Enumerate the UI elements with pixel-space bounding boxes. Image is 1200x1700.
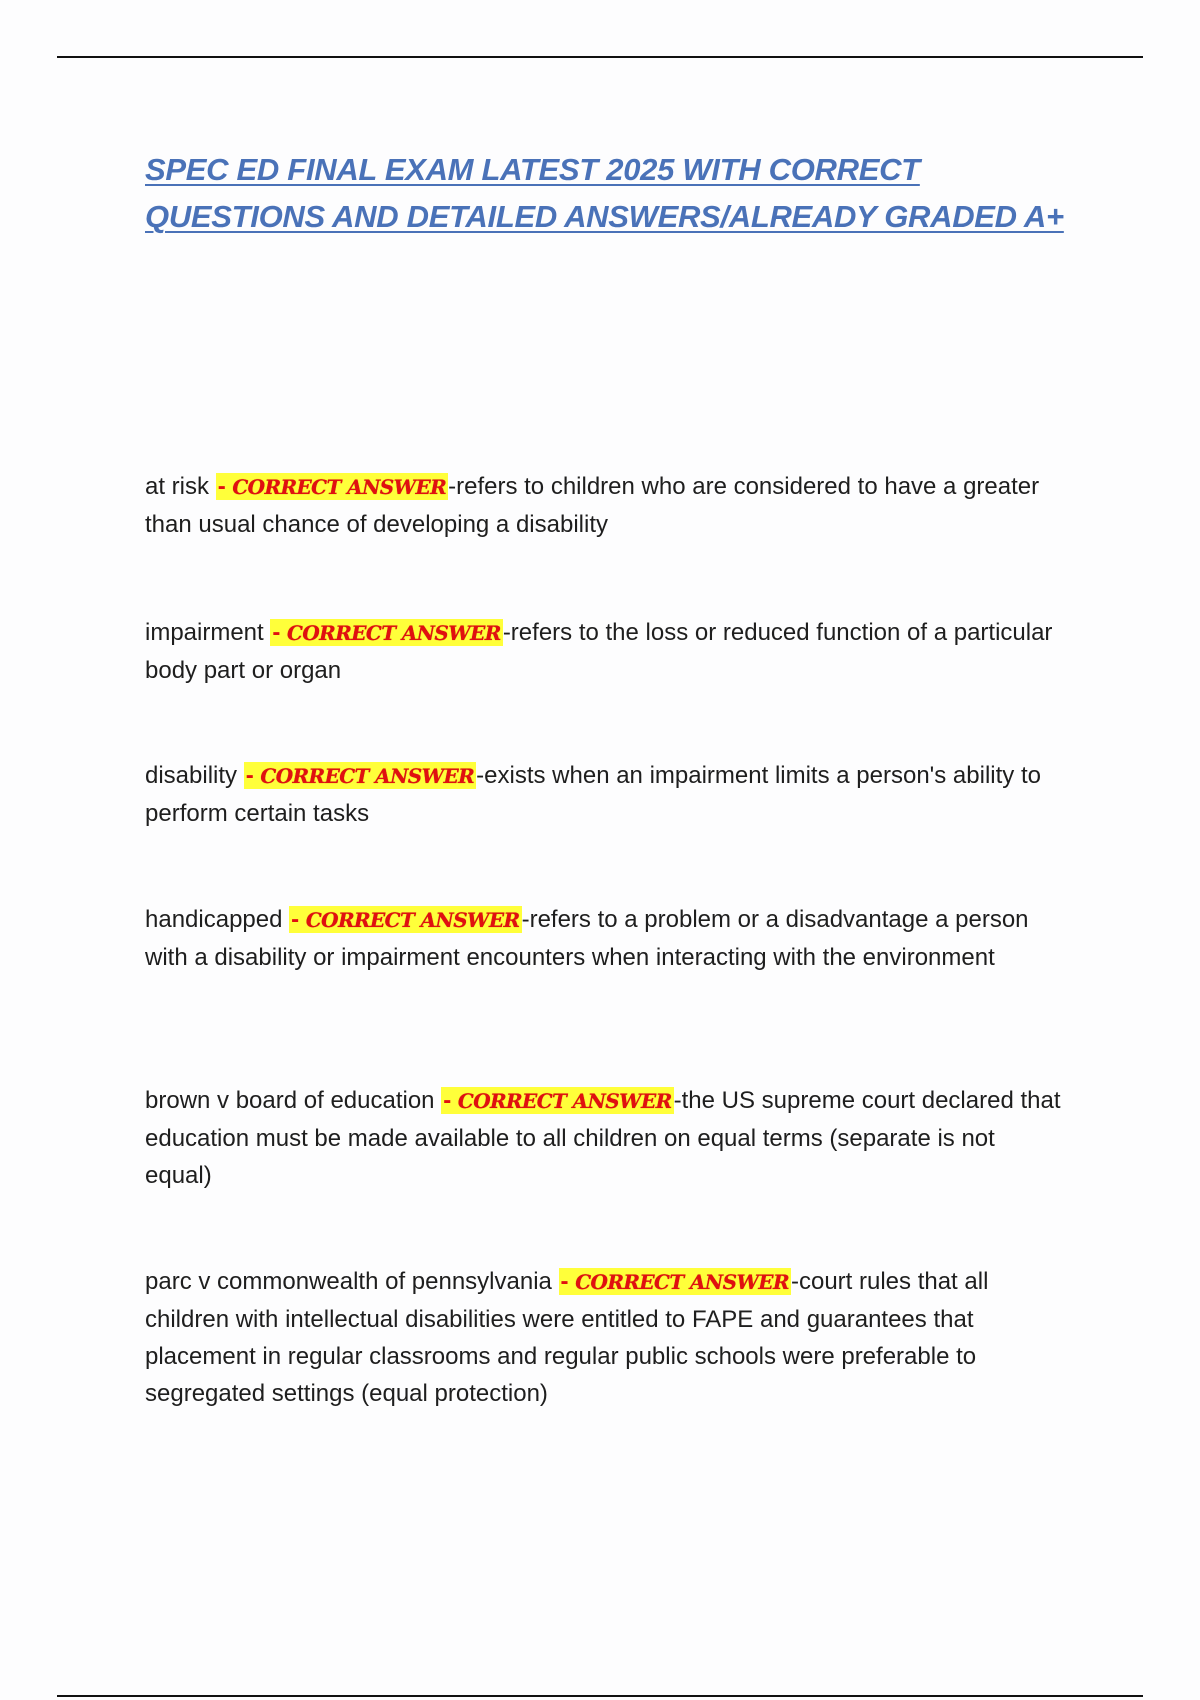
marker-dash: -	[291, 906, 306, 933]
marker-dash: -	[560, 1268, 576, 1295]
entry-definition: -the US supreme court declared that education must be made available to all children on equal terms (separate is not equal)	[145, 1087, 1061, 1189]
document-title: SPEC ED FINAL EXAM LATEST 2025 WITH CORRECT QUESTIONS AND DETAILED ANSWERS/ALREADY GRADED A+	[145, 152, 1064, 234]
correct-answer-marker	[216, 473, 448, 500]
correct-answer-marker	[559, 1268, 791, 1295]
correct-answer-marker	[270, 619, 502, 646]
qa-entry-impairment	[145, 614, 1065, 689]
entry-definition: -refers to a problem or a disadvantage a person with a disability or impairment encounters when interacting with the environment	[145, 906, 1029, 971]
qa-entry-brown-v-board	[145, 1082, 1065, 1194]
header-rule	[57, 56, 1143, 58]
marker-label: CORRECT ANSWER	[305, 908, 520, 932]
marker-label: CORRECT ANSWER	[457, 1089, 672, 1113]
entry-term: handicapped	[145, 906, 290, 933]
marker-dash: -	[443, 1087, 458, 1114]
correct-answer-marker	[244, 762, 476, 789]
marker-dash: -	[272, 619, 288, 646]
footer-rule	[57, 1695, 1143, 1697]
marker-label: CORRECT ANSWER	[287, 621, 501, 645]
qa-entry-disability	[145, 757, 1065, 832]
marker-label: CORRECT ANSWER	[575, 1270, 789, 1294]
qa-entry-handicapped	[145, 901, 1065, 976]
entry-term: impairment	[145, 619, 271, 646]
entry-term: parc v commonwealth of pennsylvania	[145, 1268, 559, 1295]
entry-definition: -refers to the loss or reduced function of a particular body part or organ	[145, 619, 1053, 684]
entry-term: disability	[145, 762, 244, 789]
correct-answer-marker	[441, 1087, 673, 1114]
qa-entry-at-risk	[145, 468, 1065, 543]
marker-label: CORRECT ANSWER	[232, 475, 447, 499]
correct-answer-marker	[289, 906, 521, 933]
marker-dash: -	[245, 762, 261, 789]
qa-entry-parc-v-pennsylvania	[145, 1263, 1065, 1412]
marker-dash: -	[217, 473, 233, 500]
entry-definition: -court rules that all children with intellectual disabilities were entitled to FAPE and guarantees that placement in regular classrooms and regular public schools were preferable to segregated settings (equal protection)	[145, 1268, 989, 1407]
entry-definition: -exists when an impairment limits a person's ability to perform certain tasks	[145, 762, 1041, 827]
entry-term: at risk	[145, 473, 216, 500]
entry-definition: -refers to children who are considered to have a greater than usual chance of developing a disability	[145, 473, 1040, 538]
entry-term: brown v board of education	[145, 1087, 442, 1114]
marker-label: CORRECT ANSWER	[260, 764, 475, 788]
